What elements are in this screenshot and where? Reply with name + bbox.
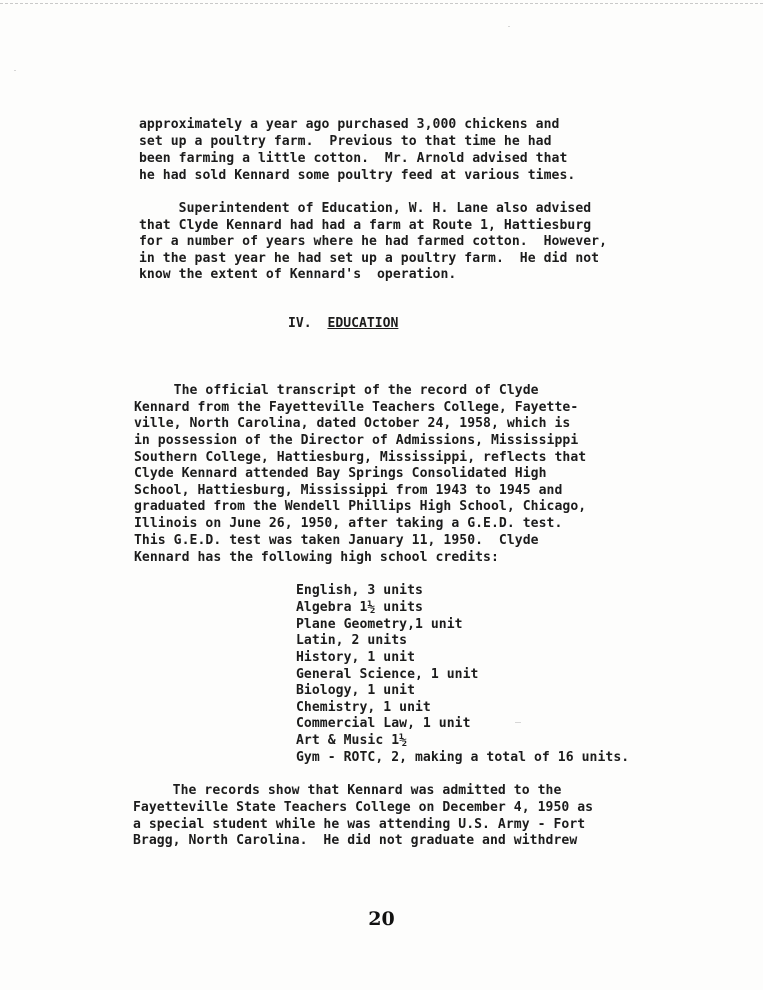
- text-line: Kennard has the following high school credits:: [134, 550, 499, 565]
- text-line: Southern College, Hattiesburg, Mississippi, reflects that: [134, 450, 587, 465]
- list-item: Plane Geometry,1 unit: [296, 617, 463, 632]
- scan-speck: [508, 26, 510, 27]
- text-line: ville, North Carolina, dated October 24, 1958, which is: [134, 416, 571, 431]
- text-line: Fayetteville State Teachers College on December 4, 1950 as: [133, 800, 594, 815]
- text-line: approximately a year ago purchased 3,000 chickens and: [139, 117, 560, 132]
- text-line: Illinois on June 26, 1950, after taking a G.E.D. test.: [134, 516, 563, 531]
- list-item: Art & Music 1½: [296, 733, 408, 748]
- section-heading: [288, 316, 398, 332]
- list-item: English, 3 units: [296, 583, 423, 598]
- list-item: General Science, 1 unit: [296, 667, 479, 682]
- text-line: been farming a little cotton. Mr. Arnold advised that: [139, 151, 568, 166]
- text-line: Kennard from the Fayetteville Teachers College, Fayette-: [134, 400, 579, 415]
- list-item: Commercial Law, 1 unit: [296, 716, 471, 731]
- list-item: Algebra 1½ units: [296, 600, 423, 615]
- text-line: for a number of years where he had farmed cotton. However,: [139, 234, 608, 249]
- text-line: in the past year he had set up a poultry farm. He did not: [139, 251, 600, 266]
- page-number: 20: [368, 908, 395, 930]
- text-line: School, Hattiesburg, Mississippi from 1943 to 1945 and: [134, 483, 563, 498]
- text-line: in possession of the Director of Admissions, Mississippi: [134, 433, 579, 448]
- text-line: graduated from the Wendell Phillips High School, Chicago,: [134, 499, 587, 514]
- section-title: EDUCATION: [327, 316, 399, 331]
- text-line: know the extent of Kennard's operation.: [139, 267, 457, 282]
- text-line: Superintendent of Education, W. H. Lane also advised: [139, 201, 592, 216]
- text-line: Clyde Kennard attended Bay Springs Consolidated High: [134, 466, 547, 481]
- text-line: he had sold Kennard some poultry feed at various times.: [139, 168, 576, 183]
- list-item: History, 1 unit: [296, 650, 415, 665]
- scan-speck: [515, 722, 521, 723]
- text-line: a special student while he was attending U.S. Army - Fort: [133, 817, 586, 832]
- list-item: Latin, 2 units: [296, 633, 408, 648]
- text-line: set up a poultry farm. Previous to that time he had: [139, 134, 552, 149]
- text-line: This G.E.D. test was taken January 11, 1950. Clyde: [134, 533, 539, 548]
- text-line: The official transcript of the record of Clyde: [134, 383, 539, 398]
- list-item: Chemistry, 1 unit: [296, 700, 431, 715]
- text-line: that Clyde Kennard had had a farm at Route 1, Hattiesburg: [139, 218, 592, 233]
- text-line: Bragg, North Carolina. He did not graduate and withdrew: [133, 833, 578, 848]
- section-number: IV.: [288, 316, 312, 331]
- text-line: The records show that Kennard was admitted to the: [133, 783, 562, 798]
- page-top-edge: [0, 3, 763, 4]
- list-item: Biology, 1 unit: [296, 683, 415, 698]
- list-item: Gym - ROTC, 2, making a total of 16 units.: [296, 750, 630, 765]
- scan-speck: [14, 70, 16, 71]
